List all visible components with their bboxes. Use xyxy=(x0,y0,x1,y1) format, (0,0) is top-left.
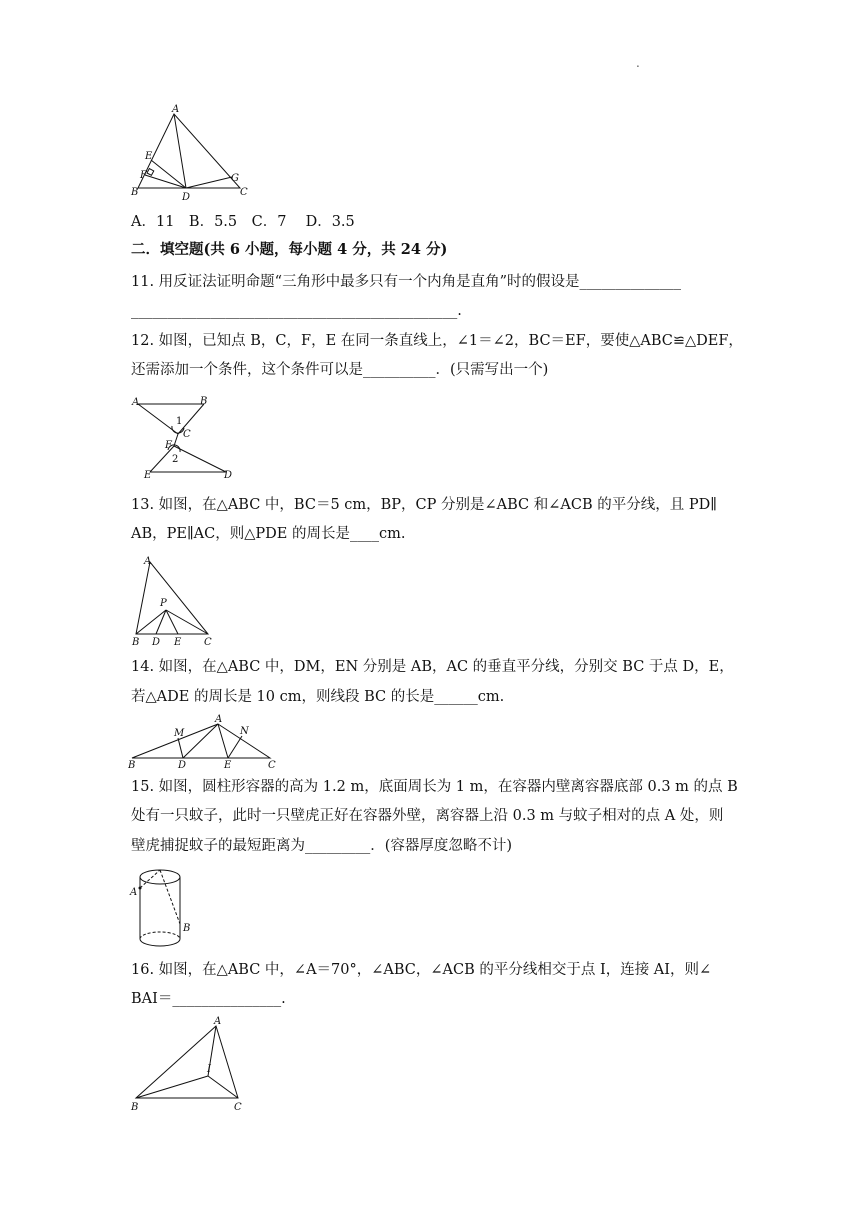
q12-line2: 还需添加一个条件，这个条件可以是__________．(只需写出一个) xyxy=(131,362,549,378)
q15-point-A xyxy=(139,887,142,890)
q16-label-A: A xyxy=(214,1016,222,1027)
q15-figure xyxy=(128,864,200,952)
section2-heading: 二．填空题(共 6 小题，每小题 4 分，共 24 分) xyxy=(131,241,448,258)
q15-label-A: A xyxy=(130,887,138,898)
q14-label-E: E xyxy=(224,760,232,770)
q12-label-C: C xyxy=(183,429,191,440)
q16-label-I: I xyxy=(207,1064,211,1075)
q15-label-B: B xyxy=(183,923,191,934)
q16-label-C: C xyxy=(234,1102,242,1113)
q16-line2: BAI＝_______________. xyxy=(131,991,286,1007)
q14-label-B: B xyxy=(128,760,136,770)
q14-figure xyxy=(128,712,278,770)
q13-label-E: E xyxy=(174,637,182,648)
q15-line2: 处有一只蚊子，此时一只壁虎正好在容器外壁，离容器上沿 0.3 m 与蚊子相对的点 A 处，则 xyxy=(131,808,724,824)
q12-label-E: E xyxy=(144,470,152,481)
q10-label-D: D xyxy=(182,192,191,202)
q14-label-A: A xyxy=(215,714,223,725)
q16-label-B: B xyxy=(131,1102,139,1113)
q10-label-G: G xyxy=(231,173,239,184)
q14-line2: 若△ADE 的周长是 10 cm，则线段 BC 的长是______cm. xyxy=(131,689,505,705)
q12-label-D: D xyxy=(224,470,233,481)
q12-label-F: F xyxy=(165,440,172,451)
q10-label-C: C xyxy=(240,187,248,198)
q12-label-A: A xyxy=(132,397,140,408)
q13-label-D: D xyxy=(152,637,161,648)
q10-label-E: E xyxy=(145,151,153,162)
q13-label-P: P xyxy=(160,598,167,609)
q13-figure xyxy=(128,552,224,648)
q14-label-C: C xyxy=(268,760,276,770)
q11-line2: _____________________________________________. xyxy=(131,303,462,319)
q14-label-D: D xyxy=(178,760,187,770)
q16-line1: 16. 如图，在△ABC 中，∠A＝70°，∠ABC，∠ACB 的平分线相交于点 I，连接 AI，则∠ xyxy=(131,962,712,978)
q12-label-angle2: 2 xyxy=(172,454,179,465)
q12-label-B: B xyxy=(200,396,208,407)
page-mark: . xyxy=(636,56,640,70)
q14-label-N: N xyxy=(240,726,249,737)
q14-label-M: M xyxy=(174,728,185,739)
q15-line1: 15. 如图，圆柱形容器的高为 1.2 m，底面周长为 1 m，在容器内壁离容器底部 0.3 m 的点 B xyxy=(131,779,738,795)
q13-label-B: B xyxy=(132,637,140,648)
q13-line2: AB，PE∥AC，则△PDE 的周长是____cm. xyxy=(131,526,406,542)
q10-figure xyxy=(128,102,252,202)
q13-label-C: C xyxy=(204,637,212,648)
q13-label-A: A xyxy=(144,556,152,567)
q15-line3: 壁虎捕捉蚊子的最短距离为_________．(容器厚度忽略不计) xyxy=(131,838,513,854)
q10-label-B: B xyxy=(131,187,139,198)
q14-line1: 14. 如图，在△ABC 中，DM，EN 分别是 AB，AC 的垂直平分线，分别交 BC 于点 D，E， xyxy=(131,659,734,675)
q10-label-F: F xyxy=(140,170,147,181)
q11-line1: 11. 用反证法证明命题“三角形中最多只有一个内角是直角”时的假设是______________ xyxy=(131,274,681,290)
q12-line1: 12. 如图，已知点 B，C，F，E 在同一条直线上，∠1＝∠2，BC＝EF，要使△ABC≌△DEF， xyxy=(131,333,743,349)
q12-label-angle1: 1 xyxy=(176,416,183,427)
q10-options: A．11 B．5.5 C．7 D．3.5 xyxy=(131,214,355,230)
q12-figure xyxy=(128,392,238,486)
q16-figure xyxy=(128,1014,252,1114)
q10-label-A: A xyxy=(172,104,180,115)
q13-line1: 13. 如图，在△ABC 中，BC＝5 cm，BP，CP 分别是∠ABC 和∠ACB 的平分线，且 PD∥ xyxy=(131,497,717,513)
